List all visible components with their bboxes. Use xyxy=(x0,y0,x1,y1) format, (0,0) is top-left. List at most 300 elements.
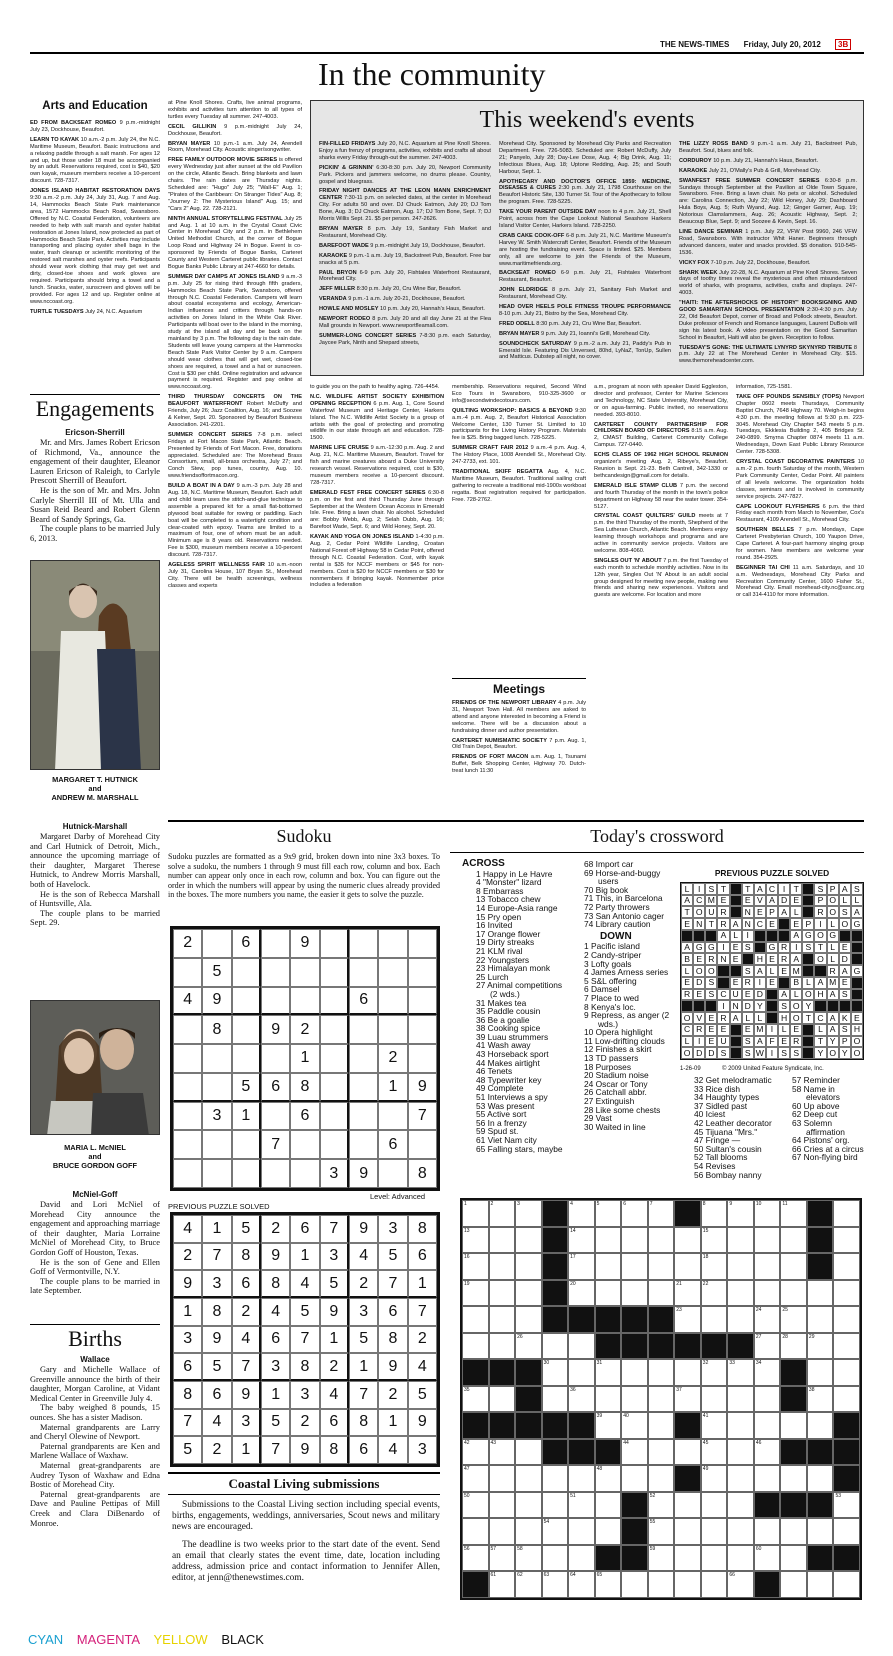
crossword-cell[interactable] xyxy=(701,1518,728,1545)
crossword-cell[interactable] xyxy=(595,1280,622,1307)
sudoku-cell[interactable] xyxy=(232,1159,261,1188)
event-item: CORDUROY 10 p.m. July 21, Hannah's Haus, Beaufort. xyxy=(679,157,819,164)
sudoku-cell[interactable] xyxy=(349,1130,378,1159)
crossword-cell[interactable] xyxy=(542,1386,569,1413)
crossword-cell[interactable] xyxy=(727,1545,754,1572)
crossword-cell[interactable] xyxy=(621,1227,648,1254)
crossword-cell[interactable] xyxy=(595,1518,622,1545)
crossword-cell[interactable] xyxy=(515,1492,542,1519)
crossword-cell[interactable] xyxy=(754,1280,781,1307)
sudoku-cell[interactable] xyxy=(320,1044,349,1073)
crossword-cell[interactable] xyxy=(648,1465,675,1492)
sudoku-cell[interactable] xyxy=(290,958,319,987)
crossword-cell[interactable] xyxy=(542,1492,569,1519)
crossword-cell[interactable] xyxy=(648,1227,675,1254)
solution-letter: E xyxy=(681,977,693,989)
sudoku-cell[interactable] xyxy=(232,1044,261,1073)
divider xyxy=(30,394,160,395)
crossword-cell[interactable] xyxy=(515,1253,542,1280)
crossword-cell[interactable] xyxy=(727,1571,754,1598)
solution-letter: C xyxy=(766,883,778,895)
solution-block xyxy=(730,1047,742,1059)
crossword-cell[interactable] xyxy=(648,1200,675,1227)
crossword-cell[interactable] xyxy=(515,1280,542,1307)
crossword-block xyxy=(701,1333,728,1360)
solution-letter: C xyxy=(717,989,729,1001)
sudoku-cell[interactable] xyxy=(173,1015,202,1044)
crossword-cell[interactable] xyxy=(674,1492,701,1519)
sudoku-cell[interactable] xyxy=(320,1015,349,1044)
crossword-cell[interactable] xyxy=(701,1465,728,1492)
solution-letter: L xyxy=(742,1012,754,1024)
sudoku-cell[interactable] xyxy=(173,1159,202,1188)
crossword-cell[interactable] xyxy=(833,1306,860,1333)
sudoku-cell[interactable] xyxy=(408,1015,437,1044)
crossword-cell[interactable] xyxy=(754,1465,781,1492)
solution-block xyxy=(705,1000,717,1012)
arts-item: BRYAN MAYER 10 p.m.-1 a.m. July 24, Arendell Room, Morehead City. Acoustic singer/songwriter. xyxy=(168,140,302,154)
crossword-cell[interactable] xyxy=(489,1518,516,1545)
clue: 2 Candy-striper xyxy=(584,949,642,960)
sudoku-cell[interactable] xyxy=(202,1073,231,1102)
crossword-cell[interactable] xyxy=(780,1200,807,1227)
crossword-cell[interactable] xyxy=(780,1518,807,1545)
clue-number: 49 xyxy=(702,1466,709,1473)
crossword-cell[interactable] xyxy=(754,1439,781,1466)
crossword-cell[interactable] xyxy=(489,1439,516,1466)
clue: 56 In a frenzy xyxy=(476,1117,527,1128)
crossword-cell[interactable] xyxy=(568,1280,595,1307)
crossword-cell[interactable] xyxy=(701,1359,728,1386)
meetings-list xyxy=(452,700,586,818)
sudoku-cell[interactable] xyxy=(261,1044,290,1073)
sudoku-cell: 7 xyxy=(408,1102,437,1131)
sudoku-cell[interactable] xyxy=(408,1130,437,1159)
clue: 11 Low-drifting clouds xyxy=(584,1035,665,1046)
event-item: HEAD OVER HEELS POLE FITNESS TROUPE PERFORMANCE 8-10 p.m. July 21, Bistro by the Sea, Morehead City. xyxy=(499,304,671,317)
sudoku-solution-cell: 6 xyxy=(320,1409,349,1437)
crossword-cell[interactable] xyxy=(542,1465,569,1492)
crossword-cell[interactable] xyxy=(648,1280,675,1307)
crossword-cell[interactable] xyxy=(674,1545,701,1572)
crossword-cell[interactable] xyxy=(727,1412,754,1439)
crossword-cell[interactable] xyxy=(807,1465,834,1492)
crossword-block xyxy=(780,1359,807,1386)
coastal-text xyxy=(172,1500,440,1584)
crossword-cell[interactable] xyxy=(674,1306,701,1333)
crossword-cell[interactable] xyxy=(568,1518,595,1545)
clue-number: 25 xyxy=(782,1307,788,1314)
sudoku-cell[interactable] xyxy=(173,1102,202,1131)
crossword-cell[interactable] xyxy=(621,1439,648,1466)
clue: 27 Animal competitions (2 wds.) xyxy=(476,980,563,999)
crossword-cell[interactable] xyxy=(489,1571,516,1598)
crossword-cell[interactable] xyxy=(568,1253,595,1280)
crossword-cell[interactable] xyxy=(489,1280,516,1307)
crossword-cell[interactable] xyxy=(674,1253,701,1280)
crossword-cell[interactable] xyxy=(542,1359,569,1386)
crossword-cell[interactable] xyxy=(833,1359,860,1386)
crossword-cell[interactable] xyxy=(701,1280,728,1307)
event-item: SWANFEST FREE SUMMER CONCERT SERIES 6:30-8 p.m. Sundays through September at the Pavilion at Olde Town Square, Swansboro. Free. Bring a lawn chair. No pets or alcohol. Scheduled are: Carolina Connection, July 22; Wild Honey, July 29; Dashboard Hula Boys, Aug. 5; Ruth Wyand, Aug. 12; Ginger Garner, Aug. 19; Notorious Clamslammers, Aug. 26; Acoustic Highway, Sept. 2; Beaucoup Blue, Sept. 9; and Soozee & Kevin, Sept. 16. xyxy=(679,177,857,226)
clue-number: 60 xyxy=(755,1545,762,1552)
crossword-cell[interactable] xyxy=(648,1412,675,1439)
crossword-cell[interactable] xyxy=(727,1306,754,1333)
sudoku-cell[interactable] xyxy=(349,1015,378,1044)
crossword-cell[interactable] xyxy=(674,1227,701,1254)
crossword-cell[interactable] xyxy=(701,1439,728,1466)
crossword-cell[interactable] xyxy=(807,1571,834,1598)
sudoku-cell[interactable] xyxy=(320,1073,349,1102)
solution-letter: S xyxy=(742,965,754,977)
sudoku-cell[interactable] xyxy=(261,1159,290,1188)
crossword-cell[interactable] xyxy=(621,1465,648,1492)
solution-letter: P xyxy=(766,906,778,918)
sudoku-cell[interactable] xyxy=(349,1073,378,1102)
sudoku-cell[interactable] xyxy=(349,1102,378,1131)
crossword-cell[interactable] xyxy=(727,1518,754,1545)
solution-letter: L xyxy=(790,989,802,1001)
crossword-cell[interactable] xyxy=(780,1280,807,1307)
crossword-cell[interactable] xyxy=(701,1492,728,1519)
crossword-cell[interactable] xyxy=(701,1253,728,1280)
clue-number: 42 xyxy=(464,1439,470,1446)
sudoku-cell[interactable] xyxy=(290,1130,319,1159)
crossword-cell[interactable] xyxy=(701,1200,728,1227)
crossword-cell[interactable] xyxy=(489,1492,516,1519)
crossword-cell[interactable] xyxy=(701,1386,728,1413)
crossword-cell[interactable] xyxy=(780,1545,807,1572)
crossword-cell[interactable] xyxy=(727,1253,754,1280)
crossword-cell[interactable] xyxy=(701,1412,728,1439)
crossword-cell[interactable] xyxy=(621,1571,648,1598)
crossword-cell[interactable] xyxy=(780,1465,807,1492)
crossword-cell[interactable] xyxy=(648,1439,675,1466)
crossword-cell[interactable] xyxy=(568,1545,595,1572)
crossword-cell[interactable] xyxy=(833,1386,860,1413)
sudoku-cell[interactable] xyxy=(378,1102,407,1131)
crossword-cell[interactable] xyxy=(489,1200,516,1227)
crossword-cell[interactable] xyxy=(833,1227,860,1254)
sudoku-cell[interactable] xyxy=(408,929,437,958)
crossword-cell[interactable] xyxy=(621,1200,648,1227)
sudoku-cell[interactable] xyxy=(202,929,231,958)
solution-block xyxy=(717,977,729,989)
sudoku-cell[interactable] xyxy=(378,987,407,1016)
crossword-cell[interactable] xyxy=(489,1333,516,1360)
sudoku-cell[interactable] xyxy=(320,1130,349,1159)
sudoku-cell[interactable] xyxy=(232,958,261,987)
crossword-cell[interactable] xyxy=(462,1492,489,1519)
crossword-cell[interactable] xyxy=(648,1359,675,1386)
sudoku-cell[interactable] xyxy=(173,958,202,987)
solution-letter: N xyxy=(742,918,754,930)
crossword-cell[interactable] xyxy=(674,1439,701,1466)
event-item: KARAOKE 9 p.m.-1 a.m. July 19, Backstreet Pub, Beaufort. Free bar snacks at 5 p.m. xyxy=(319,252,491,266)
sudoku-cell[interactable] xyxy=(408,1044,437,1073)
crossword-cell[interactable] xyxy=(727,1200,754,1227)
sudoku-solution-cell: 2 xyxy=(349,1270,378,1298)
crossword-cell[interactable] xyxy=(833,1518,860,1545)
sudoku-solution-cell: 7 xyxy=(408,1298,437,1326)
crossword-cell[interactable] xyxy=(462,1306,489,1333)
crossword-cell[interactable] xyxy=(489,1386,516,1413)
crossword-cell[interactable] xyxy=(807,1386,834,1413)
clue: 4 James Arness series xyxy=(584,967,669,978)
sudoku-cell[interactable] xyxy=(173,1073,202,1102)
crossword-cell[interactable] xyxy=(701,1571,728,1598)
sudoku-cell: 9 xyxy=(349,1159,378,1188)
crossword-cell[interactable] xyxy=(595,1465,622,1492)
crossword-cell[interactable] xyxy=(462,1386,489,1413)
crossword-cell[interactable] xyxy=(727,1359,754,1386)
crossword-cell[interactable] xyxy=(807,1280,834,1307)
crossword-cell[interactable] xyxy=(568,1200,595,1227)
sudoku-cell[interactable] xyxy=(320,958,349,987)
crossword-cell[interactable] xyxy=(462,1227,489,1254)
crossword-cell[interactable] xyxy=(648,1253,675,1280)
sudoku-cell[interactable] xyxy=(290,987,319,1016)
crossword-cell[interactable] xyxy=(489,1545,516,1572)
crossword-cell[interactable] xyxy=(462,1253,489,1280)
crossword-cell[interactable] xyxy=(542,1518,569,1545)
crossword-cell[interactable] xyxy=(754,1253,781,1280)
sudoku-cell[interactable] xyxy=(408,987,437,1016)
crossword-cell[interactable] xyxy=(462,1280,489,1307)
clue: 63 Solemn affirmation xyxy=(792,1117,845,1137)
crossword-cell[interactable] xyxy=(515,1306,542,1333)
crossword-cell[interactable] xyxy=(833,1492,860,1519)
sudoku-cell[interactable] xyxy=(378,958,407,987)
crossword-block xyxy=(648,1306,675,1333)
clue-number: 30 xyxy=(543,1360,550,1367)
sudoku-cell[interactable] xyxy=(349,1044,378,1073)
caption-name-1: MARGARET T. HUTNICK xyxy=(52,775,138,784)
crossword-cell[interactable] xyxy=(595,1359,622,1386)
solution-letter: G xyxy=(827,930,839,942)
solution-letter: I xyxy=(814,918,826,930)
sudoku-cell[interactable] xyxy=(349,929,378,958)
sudoku-cell[interactable] xyxy=(378,929,407,958)
sudoku-cell[interactable] xyxy=(261,958,290,987)
clue: 69 Horse-and-buggy users xyxy=(584,867,661,887)
crossword-cell[interactable] xyxy=(515,1465,542,1492)
crossword-cell[interactable] xyxy=(462,1439,489,1466)
sudoku-cell[interactable] xyxy=(320,1102,349,1131)
crossword-cell[interactable] xyxy=(754,1333,781,1360)
crossword-cell[interactable] xyxy=(595,1227,622,1254)
crossword-cell[interactable] xyxy=(833,1571,860,1598)
sudoku-cell[interactable] xyxy=(173,1044,202,1073)
crossword-cell[interactable] xyxy=(780,1412,807,1439)
sudoku-cell[interactable] xyxy=(261,929,290,958)
crossword-cell[interactable] xyxy=(780,1333,807,1360)
sudoku-cell[interactable] xyxy=(173,1130,202,1159)
solution-letter: L xyxy=(814,1024,826,1036)
sudoku-cell[interactable] xyxy=(232,1015,261,1044)
crossword-cell[interactable] xyxy=(807,1333,834,1360)
clue-number: 34 xyxy=(755,1360,762,1367)
crossword-cell[interactable] xyxy=(568,1492,595,1519)
sudoku-cell: 5 xyxy=(202,958,231,987)
sudoku-cell[interactable] xyxy=(202,1130,231,1159)
crossword-cell[interactable] xyxy=(542,1545,569,1572)
crossword-cell[interactable] xyxy=(515,1333,542,1360)
sudoku-cell[interactable] xyxy=(378,1015,407,1044)
crossword-cell[interactable] xyxy=(568,1333,595,1360)
sudoku-cell[interactable] xyxy=(202,1044,231,1073)
crossword-cell[interactable] xyxy=(648,1545,675,1572)
crossword-cell[interactable] xyxy=(754,1518,781,1545)
sudoku-solution-cell: 7 xyxy=(290,1326,319,1354)
crossword-cell[interactable] xyxy=(780,1571,807,1598)
sudoku-cell[interactable] xyxy=(320,929,349,958)
sudoku-solution-cell: 9 xyxy=(349,1215,378,1243)
crossword-cell[interactable] xyxy=(515,1571,542,1598)
clue: 55 Active sort xyxy=(476,1109,527,1120)
crossword-cell[interactable] xyxy=(754,1227,781,1254)
crossword-cell[interactable] xyxy=(568,1465,595,1492)
crossword-cell[interactable] xyxy=(515,1518,542,1545)
crossword-cell[interactable] xyxy=(568,1227,595,1254)
crossword-cell[interactable] xyxy=(780,1253,807,1280)
sudoku-cell[interactable] xyxy=(349,958,378,987)
crossword-cell[interactable] xyxy=(701,1545,728,1572)
crossword-cell[interactable] xyxy=(833,1200,860,1227)
crossword-cell[interactable] xyxy=(807,1359,834,1386)
solution-letter: D xyxy=(742,1000,754,1012)
clue-number: 54 xyxy=(543,1519,550,1526)
sudoku-cell[interactable] xyxy=(261,987,290,1016)
crossword-cell[interactable] xyxy=(621,1359,648,1386)
solution-letter: R xyxy=(778,942,790,954)
crossword-cell[interactable] xyxy=(727,1465,754,1492)
solution-letter: A xyxy=(730,918,742,930)
sudoku-cell[interactable] xyxy=(320,987,349,1016)
crossword-cell[interactable] xyxy=(515,1545,542,1572)
solution-block xyxy=(730,895,742,907)
crossword-cell[interactable] xyxy=(701,1227,728,1254)
sudoku-cell: 2 xyxy=(173,929,202,958)
crossword-cell[interactable] xyxy=(807,1306,834,1333)
crossword-cell[interactable] xyxy=(727,1386,754,1413)
solution-letter: G xyxy=(693,942,705,954)
clue-number: 5 xyxy=(596,1201,600,1207)
crossword-cell[interactable] xyxy=(489,1253,516,1280)
crossword-cell[interactable] xyxy=(462,1465,489,1492)
clue: 49 Complete xyxy=(476,1083,524,1094)
crossword-cell[interactable] xyxy=(833,1280,860,1307)
sudoku-cell[interactable] xyxy=(232,1130,261,1159)
solution-letter: D xyxy=(705,1047,717,1059)
crossword-cell[interactable] xyxy=(462,1200,489,1227)
crossword-cell[interactable] xyxy=(727,1280,754,1307)
crossword-cell[interactable] xyxy=(833,1253,860,1280)
crossword-cell[interactable] xyxy=(807,1518,834,1545)
crossword-cell[interactable] xyxy=(727,1439,754,1466)
crossword-cell[interactable] xyxy=(568,1359,595,1386)
crossword-cell[interactable] xyxy=(780,1227,807,1254)
crossword-cell[interactable] xyxy=(780,1306,807,1333)
solution-letter: O xyxy=(839,918,851,930)
crossword-cell[interactable] xyxy=(595,1253,622,1280)
clue: 5 S&L offering xyxy=(584,975,637,986)
sudoku-cell[interactable] xyxy=(378,1159,407,1188)
sudoku-cell[interactable] xyxy=(232,987,261,1016)
crossword-cell[interactable] xyxy=(462,1545,489,1572)
crossword-cell[interactable] xyxy=(621,1280,648,1307)
sudoku-solution-cell: 4 xyxy=(408,1353,437,1381)
crossword-cell[interactable] xyxy=(489,1306,516,1333)
crossword-cell[interactable] xyxy=(754,1412,781,1439)
crossword-cell[interactable] xyxy=(515,1227,542,1254)
sudoku-cell[interactable] xyxy=(408,958,437,987)
solution-letter: E xyxy=(839,942,851,954)
crossword-cell[interactable] xyxy=(489,1465,516,1492)
crossword-cell[interactable] xyxy=(568,1571,595,1598)
crossword-cell[interactable] xyxy=(595,1386,622,1413)
crossword-cell[interactable] xyxy=(621,1253,648,1280)
crossword-cell[interactable] xyxy=(754,1306,781,1333)
crossword-cell[interactable] xyxy=(754,1386,781,1413)
crossword-cell[interactable] xyxy=(515,1439,542,1466)
crossword-cell[interactable] xyxy=(489,1227,516,1254)
crossword-cell[interactable] xyxy=(648,1386,675,1413)
crossword-cell[interactable] xyxy=(568,1386,595,1413)
crossword-cell[interactable] xyxy=(754,1545,781,1572)
crossword-cell[interactable] xyxy=(701,1306,728,1333)
crossword-cell[interactable] xyxy=(595,1200,622,1227)
crossword-cell[interactable] xyxy=(754,1359,781,1386)
crossword-cell[interactable] xyxy=(727,1227,754,1254)
crossword-cell[interactable] xyxy=(674,1386,701,1413)
sudoku-cell[interactable] xyxy=(290,1159,319,1188)
solution-letter: T xyxy=(742,883,754,895)
sudoku-solution-cell: 2 xyxy=(232,1298,261,1326)
crossword-cell[interactable] xyxy=(833,1333,860,1360)
engagement-caption-2 xyxy=(30,1143,160,1170)
crossword-grid[interactable] xyxy=(460,1198,862,1600)
crossword-cell[interactable] xyxy=(754,1200,781,1227)
crossword-cell[interactable] xyxy=(674,1359,701,1386)
crossword-cell[interactable] xyxy=(674,1518,701,1545)
crossword-cell[interactable] xyxy=(542,1333,569,1360)
solution-letter: V xyxy=(754,895,766,907)
crossword-cell[interactable] xyxy=(542,1571,569,1598)
sudoku-solution-cell: 5 xyxy=(349,1326,378,1354)
crossword-cell[interactable] xyxy=(648,1571,675,1598)
crossword-cell[interactable] xyxy=(595,1412,622,1439)
crossword-cell[interactable] xyxy=(621,1412,648,1439)
crossword-cell[interactable] xyxy=(621,1386,648,1413)
crossword-cell[interactable] xyxy=(462,1333,489,1360)
crossword-cell[interactable] xyxy=(807,1412,834,1439)
crossword-cell[interactable] xyxy=(648,1492,675,1519)
sudoku-cell[interactable] xyxy=(261,1102,290,1131)
crossword-cell[interactable] xyxy=(674,1571,701,1598)
crossword-cell[interactable] xyxy=(595,1571,622,1598)
sudoku-cell[interactable] xyxy=(202,1159,231,1188)
crossword-cell[interactable] xyxy=(648,1518,675,1545)
crossword-cell[interactable] xyxy=(727,1492,754,1519)
crossword-cell[interactable] xyxy=(515,1200,542,1227)
crossword-cell[interactable] xyxy=(462,1518,489,1545)
solution-letter: N xyxy=(730,1000,742,1012)
solution-block xyxy=(705,930,717,942)
solution-letter: O xyxy=(681,1012,693,1024)
crossword-cell[interactable] xyxy=(595,1492,622,1519)
crossword-cell[interactable] xyxy=(674,1280,701,1307)
